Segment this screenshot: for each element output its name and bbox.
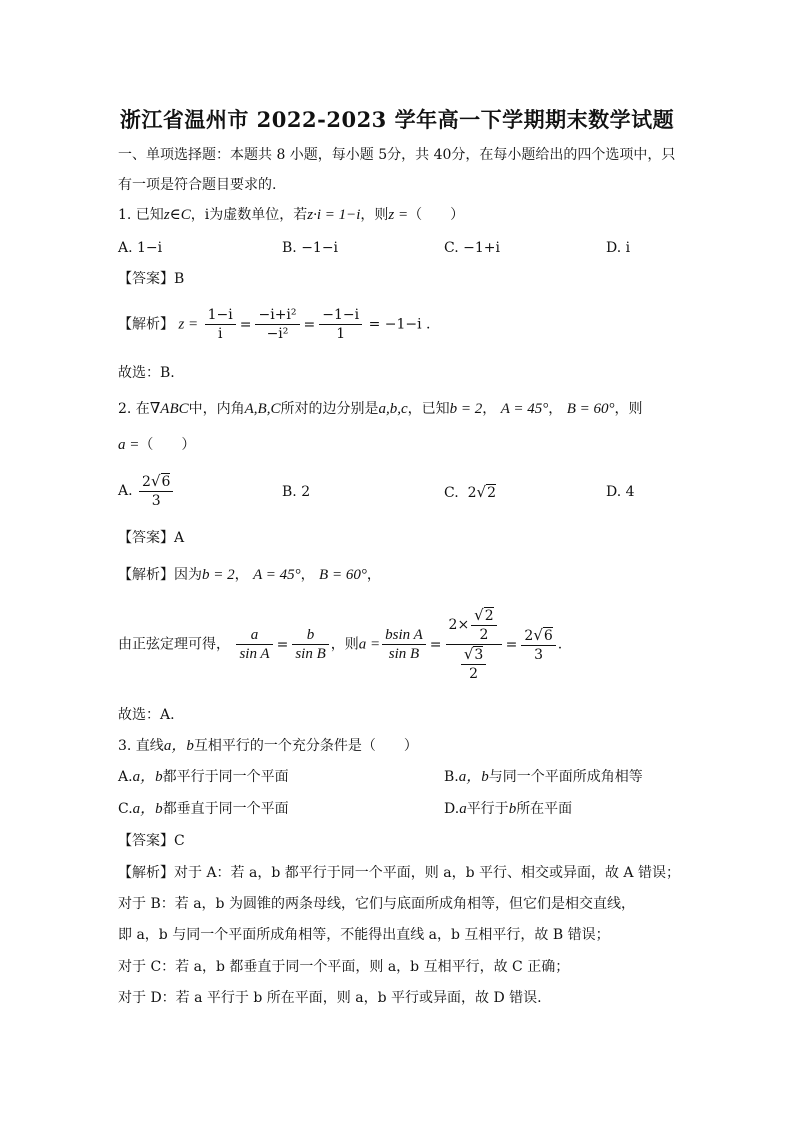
- q3-option-b: [444, 768, 643, 786]
- q2-analysis-text: ，: [300, 567, 315, 583]
- q2-analysis-text: 由正弦定理可得，: [118, 636, 230, 653]
- q1-stem: [118, 206, 464, 224]
- q3-var: b: [508, 801, 517, 817]
- q1-conclusion: 故选：B.: [118, 365, 175, 381]
- coefficient: 2: [467, 485, 477, 501]
- q2-stem-text: ，则: [614, 401, 643, 417]
- q2-given: b = 2: [449, 401, 483, 417]
- q3-vars: a，b: [163, 738, 194, 754]
- q2-given: A = 45°: [253, 567, 301, 583]
- q2-angles: A,B,C: [244, 401, 281, 417]
- q1-option-a: A. 1−i: [118, 240, 163, 256]
- q2-sides: a,b,c: [378, 401, 408, 417]
- q1-stem-text: 1. 已知: [118, 207, 164, 223]
- q3-analysis-line: 对于 D：若 a 平行于 b 所在平面，则 a，b 平行或异面，故 D 错误.: [118, 990, 542, 1006]
- fraction: $\frac{2√6}{3}$: [521, 626, 555, 664]
- q2-stem: 2. 在∇ABC中，内角A,B,C所对的边分别是a,b,c，已知b = 2， A = 45°， B = 60°，则: [118, 401, 643, 417]
- section-heading-line1: 一、单项选择题：本题共 8 小题，每小题 5分，共 40分，在每小题给出的四个选项中，只: [118, 147, 676, 163]
- q2-given: B = 60°: [319, 567, 367, 583]
- q3-analysis-line: 对于 B：若 a，b 为圆锥的两条母线，它们与底面所成角相等，但它们是相交直线，: [118, 896, 635, 912]
- q2-conclusion: 故选：A.: [118, 707, 175, 723]
- fraction: $\frac{2√6}{3}$: [139, 472, 173, 510]
- q2-stem-text: 2. 在: [118, 401, 150, 417]
- q3-option-c: [118, 800, 289, 818]
- option-text: 所在平面: [516, 801, 573, 817]
- q2-given: A = 45°: [500, 401, 549, 417]
- option-text: 都平行于同一个平面: [162, 769, 289, 785]
- q1-analysis-lhs: z =: [178, 316, 199, 333]
- option-label: A.: [118, 769, 133, 785]
- q1-stem-text: ，i为虚数单位，若: [190, 207, 308, 223]
- q3-answer: 【答案】C: [118, 833, 185, 849]
- q3-analysis-line: 即 a，b 与同一个平面所成角相等，不能得出直线 a，b 互相平行，故 B 错误；: [118, 927, 610, 943]
- fraction: $\frac{1-i}{i}$: [205, 306, 236, 343]
- option-label: B.: [444, 769, 459, 785]
- q1-answer: 【答案】B: [118, 271, 185, 287]
- q2-analysis-text: ，: [366, 567, 381, 583]
- option-text: 平行于: [466, 801, 509, 817]
- q3-vars: a，b: [458, 769, 489, 785]
- q1-equation: z·i = 1−i: [307, 207, 361, 223]
- analysis-label: 【解析】: [118, 316, 174, 333]
- fraction: $\frac{b}{\text{sin B}}$: [292, 626, 328, 663]
- q3-vars: a，b: [132, 769, 163, 785]
- q2-analysis-text: ，则: [330, 636, 359, 653]
- q3-stem-text: 3. 直线: [118, 738, 164, 754]
- q2-triangle: ∇ABC: [149, 401, 189, 417]
- fraction: $\frac{\text{−i+i²}}{\text{−i²}}$: [255, 306, 299, 343]
- q1-option-b: B. −1−i: [282, 240, 339, 256]
- radicand: 2: [487, 485, 496, 501]
- option-label: A.: [118, 483, 133, 499]
- q1-analysis-result: = −1−i .: [368, 316, 431, 333]
- q2-option-b: B. 2: [282, 484, 311, 500]
- q3-analysis-line: 对于 C：若 a，b 都垂直于同一个平面，则 a，b 互相平行，故 C 正确；: [118, 959, 570, 975]
- q1-condition: z∈C: [163, 207, 191, 223]
- q2-stem-text: ，已知: [407, 401, 450, 417]
- q2-option-c: C. 2√2: [444, 483, 496, 501]
- option-label: D.: [444, 801, 460, 817]
- fraction: $\frac{-1-i}{1}$: [319, 306, 362, 343]
- option-label: C.: [118, 801, 133, 817]
- q2-option-d: D. 4: [606, 484, 635, 500]
- q2-analysis-text: ，: [234, 567, 249, 583]
- q2-paren: （ ）: [139, 437, 196, 453]
- q2-lhs: a =: [358, 636, 381, 653]
- q2-law-of-sines: 由正弦定理可得， $\frac{a}{\text{sin A}}$ = $\frac{b}{\text{sin B}}$ ，则a = $\frac{\text{bsin A}}{\text{sin B}}$ = 2× $\frac{√2}{2}$ $\frac{√3}{2}$ = $\frac{2√6}{3}$ .: [118, 606, 563, 682]
- fraction: $\frac{\text{bsin A}}{\text{sin B}}$: [382, 626, 426, 663]
- q3-stem-text: 互相平行的一个充分条件是（ ）: [193, 738, 418, 754]
- fraction: $\frac{a}{\text{sin A}}$: [236, 626, 272, 663]
- q3-analysis-line: 【解析】对于 A：若 a，b 都平行于同一个平面，则 a，b 平行、相交或异面，故 A 错误；: [118, 865, 680, 881]
- q1-option-d: D. i: [606, 240, 631, 256]
- q2-stem-text: 所对的边分别是: [280, 401, 379, 417]
- q1-variable: z =: [388, 207, 409, 223]
- q3-option-d: [444, 800, 572, 818]
- option-text: 与同一个平面所成角相等: [488, 769, 643, 785]
- q3-stem: [118, 737, 418, 755]
- q2-given: b = 2: [202, 567, 235, 583]
- analysis-label: 【解析】: [118, 567, 174, 583]
- q3-vars: a，b: [132, 801, 163, 817]
- q2-analysis-text: 因为: [174, 567, 202, 583]
- q1-paren: （ ）: [408, 207, 465, 223]
- q2-analysis-line1: [118, 566, 381, 584]
- q1-analysis: 【解析】 z = $\frac{1-i}{i}$ = $\frac{\text{−i+i²}}{\text{−i²}}$ = $\frac{-1-i}{1}$ = −1−i .: [118, 307, 431, 342]
- q1-stem-text: ，则: [360, 207, 389, 223]
- q2-option-a: [118, 472, 175, 510]
- q3-option-a: [118, 768, 289, 786]
- q1-option-c: C. −1+i: [444, 240, 500, 256]
- q2-answer: 【答案】A: [118, 530, 185, 546]
- option-label: C.: [444, 485, 459, 501]
- q2-ask-var: a =: [118, 437, 140, 453]
- q3-var: a: [459, 801, 467, 817]
- q2-stem-text: 中，内角: [188, 401, 245, 417]
- compound-fraction: 2× $\frac{√2}{2}$ $\frac{√3}{2}$: [446, 606, 502, 683]
- option-text: 都垂直于同一个平面: [162, 801, 289, 817]
- page-title: 浙江省温州市 2022-2023 学年高一下学期期末数学试题: [119, 107, 675, 132]
- q2-ask: [118, 436, 195, 454]
- section-heading-line2: 有一项是符合题目要求的.: [118, 177, 277, 193]
- q2-given: B = 60°: [566, 401, 615, 417]
